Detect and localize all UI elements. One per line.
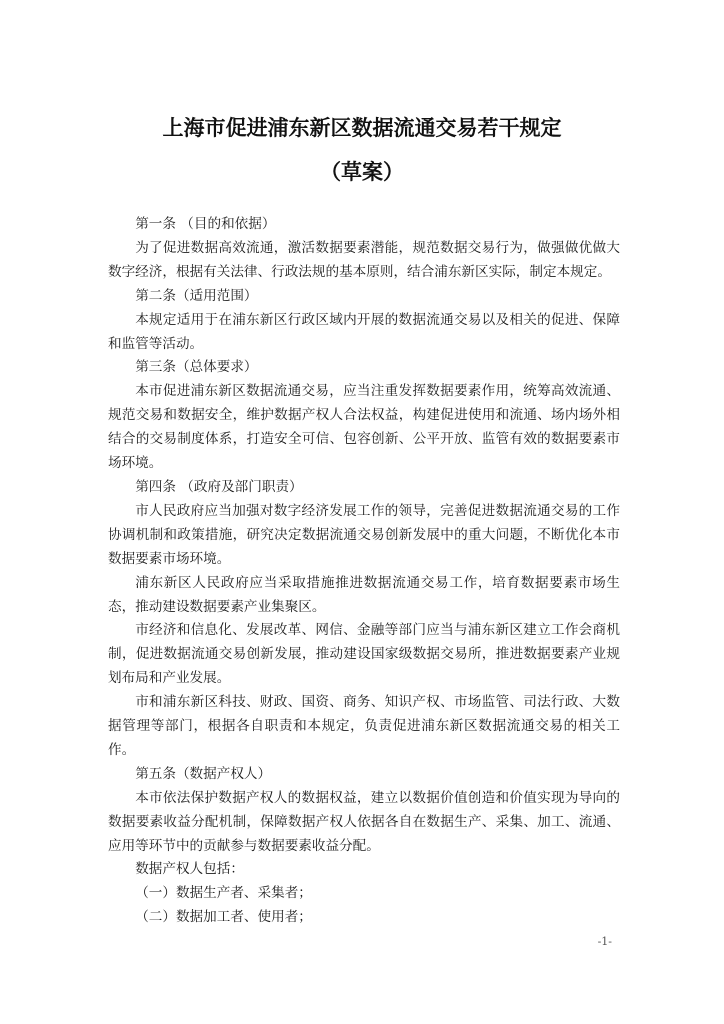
article-heading: 第一条 （目的和依据） [135,216,276,232]
article-heading: 第五条（数据产权人） [135,765,272,782]
paragraph: 为了促进数据高效流通，激活数据要素潜能，规范数据交易行为，做强做优做大数字经济，根据有关法律、行政法规的基本原则，结合浦东新区实际，制定本规定。 [108,239,620,280]
paragraph: 本规定适用于在浦东新区行政区域内开展的数据流通交易以及相关的促进、保障和监管等活动。 [108,311,620,352]
document-body [108,213,620,930]
document-subtitle: （草案） [320,160,404,184]
paragraph: 本市促进浦东新区数据流通交易，应当注重发挥数据要素作用，统筹高效流通、规范交易和数据安全，维护数据产权人合法权益，构建促进使用和流通、场内场外相结合的交易制度体系，打造安全可信、包容创新、公平开放、监管有效的数据要素市场环境。 [108,383,620,472]
list-item: （二）数据加工者、使用者； [135,909,312,926]
document-title: 上海市促进浦东新区数据流通交易若干规定 [162,116,562,140]
paragraph: 本市依法保护数据产权人的数据权益，建立以数据价值创造和价值实现为导向的数据要素收益分配机制，保障数据产权人依据各自在数据生产、采集、加工、流通、应用等环节中的贡献参与数据要素收益分配。 [108,789,620,854]
paragraph: 市经济和信息化、发展改革、网信、金融等部门应当与浦东新区建立工作会商机制，促进数据流通交易创新发展，推动建设国家级数据交易所，推进数据要素产业规划布局和产业发展。 [108,622,620,687]
paragraph: 数据产权人包括： [135,861,244,878]
paragraph: 市人民政府应当加强对数字经济发展工作的领导，完善促进数据流通交易的工作协调机制和政策措施，研究决定数据流通交易创新发展中的重大问题，不断优化本市数据要素市场环境。 [108,502,620,567]
article-heading: 第三条（总体要求） [135,359,258,376]
paragraph: 浦东新区人民政府应当采取措施推进数据流通交易工作，培育数据要素市场生态，推动建设数据要素产业集聚区。 [108,574,620,615]
article-heading: 第四条 （政府及部门职责） [135,478,303,495]
paragraph: 市和浦东新区科技、财政、国资、商务、知识产权、市场监管、司法行政、大数据管理等部门，根据各自职责和本规定，负责促进浦东新区数据流通交易的相关工作。 [108,694,620,758]
list-item: （一）数据生产者、采集者； [135,885,312,902]
page-number: -1- [597,935,612,948]
article-heading: 第二条（适用范围） [135,287,258,304]
